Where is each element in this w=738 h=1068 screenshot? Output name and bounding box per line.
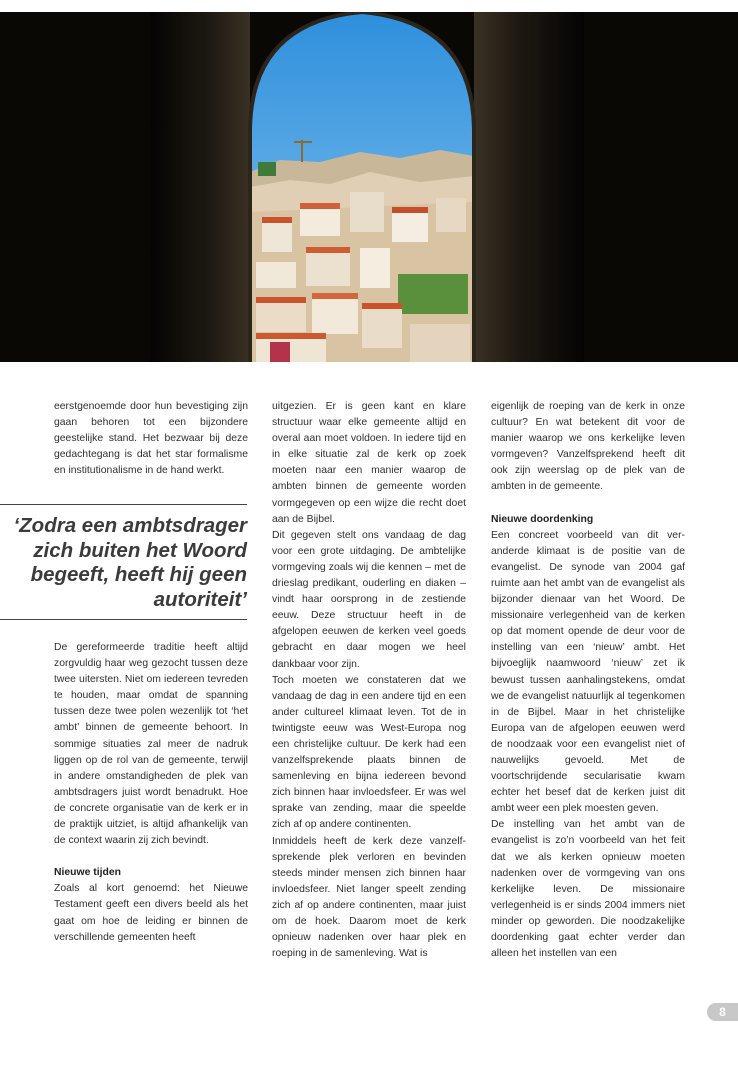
column-1-body (54, 640, 248, 946)
paragraph: De gereformeerde traditie heeft altijd zorgvuldig haar weg gezocht tussen deze twee uitersten. Niet om iedereen tevreden te houden, maar omdat de spanning tussen deze twee polen wezenlijk tot ‘het ambt’ binnen de gemeente behoort. In sommige situaties zal meer de nadruk liggen op de rol van de gemeente, terwijl in andere omstandigheden de plek van ambtsdragers juist wordt benadrukt. Hoe de concrete organisatie van de kerk er in de praktijk uitziet, is altijd afhankelijk van de context waarin zij zich bevindt. (54, 642, 248, 847)
paragraph: Toch moeten we constateren dat we vandaag de dag in een andere tijd en een ander cultureel klimaat leven. Tot de in twintigste eeuw was West-Europa nog een christelijke cultuur. De kerk had een vanzelfsprekende plaats binnen de samenleving en bijna iedereen bevond zich binnen haar invloedsfeer. Er was wel sprake van zending, maar die speelde zich af op andere continenten. (272, 674, 466, 831)
pullquote: ‘Zodra een ambtsdrager zich buiten het Woord begeeft, heeft hij geen autoriteit’ (13, 514, 247, 611)
paragraph: eigenlijk de roeping van de kerk in onze cultuur? En wat betekent dit voor de manier waarop we ons kerkelijke leven vormgeven? Vanzelfsprekend heeft dit ook zijn weerslag op de plek van de ambten in de gemeente. (491, 401, 685, 493)
column-1-intro (54, 399, 248, 479)
pullquote-rule-top (0, 504, 247, 505)
paragraph: Zoals al kort genoemd: het Nieuwe Testament geeft een divers beeld als het gaat om hoe de leiding er binnen de verschillende gemeenten heeft (54, 883, 248, 943)
page-number-badge: 8 (707, 1003, 738, 1021)
paragraph: De instelling van het ambt van de evangelist is zo’n voorbeeld van het feit dat we als kerken opnieuw moeten nadenken over de vormgeving van ons kerkelijke leven. De missionaire verlegenheid is er sinds 2004 immers niet minder op geworden. Die noodzakelijke doordenking gaat echter verder dan alleen het instellen van een (491, 819, 685, 960)
section-heading: Nieuwe doordenking (491, 513, 594, 525)
paragraph: Een concreet voorbeeld van dit veranderde klimaat is de positie van de evangelist. De synode van 2004 gaf ruimte aan het ambt van de evangelist als bijzonder dienaar van het Woord. De missionaire verlegenheid van de kerken op dat moment opende de deur voor de instelling van een ‘nieuw’ ambt. Het bijvoeglijk naamwoord ‘nieuw’ zet ik bewust tussen aanhalingstekens, omdat we de evangelist natuurlijk al tegenkomen in de Bijbel. Maar in het christelijke Europa van de afgelopen eeuwen werd de noodzaak voor een evangelist niet of nauwelijks gevoeld. Met de voortschrijdende secularisatie kwam echter het besef dat de kerken juist dit ambt weer een plek moesten geven. (491, 529, 685, 815)
arched-window-city-view-icon (0, 12, 738, 362)
column-2 (272, 399, 466, 962)
pullquote-rule-bottom (0, 619, 247, 620)
paragraph: uitgezien. Er is geen kant en klare structuur waar elke gemeente altijd en overal aan moet voldoen. In iedere tijd en in elke situatie zal de kerk op zoek moeten naar een manier waarop de ambten binnen de gemeente worden vormgegeven op een wijze die recht doet aan de Bijbel. (272, 401, 466, 525)
paragraph: Dit gegeven stelt ons vandaag de dag voor een grote uitdaging. De ambtelijke vormgeving zoals wij die kennen – met de drieslag predikant, ouderling en diaken – vindt haar oorsprong in de zestiende eeuw. Deze structuur heeft in de afgelopen eeuwen de kerken veel goeds gebracht en daar mogen we heel dankbaar voor zijn. (272, 529, 466, 670)
header-photo (0, 12, 738, 362)
section-heading: Nieuwe tijden (54, 867, 121, 879)
paragraph: Inmiddels heeft de kerk deze vanzelfsprekende plek verloren en bevinden steeds minder mensen zich binnen haar invloedsfeer. Niet langer speelt zending zich af op andere continenten, maar juist om de hoek. Daarom moet de kerk opnieuw nadenken over haar plek en roeping in de samenleving. Wat is (272, 835, 466, 960)
column-3 (491, 399, 685, 962)
paragraph: eerstgenoemde door hun bevestiging zijn gaan behoren tot een bijzondere geestelijke stand. Het bezwaar bij deze gedachtegang is dat het star formalisme en institutionalisme in de hand werkt. (54, 401, 248, 477)
